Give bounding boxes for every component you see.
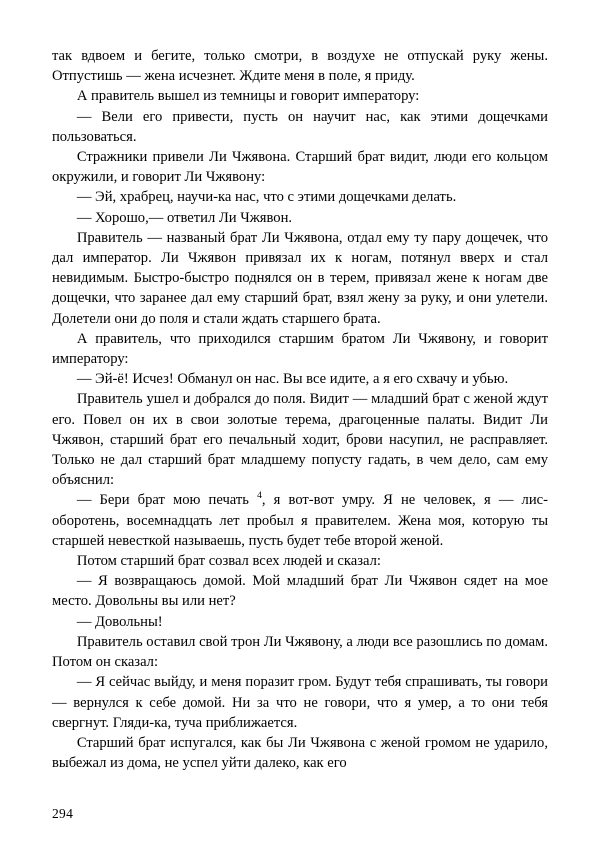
paragraph: Старший брат испугался, как бы Ли Чжявона с женой громом не ударило, выбежал из дома, не успел уйти далеко, как его — [52, 734, 548, 772]
page-body — [52, 46, 548, 773]
paragraph: — Довольны! — [76, 613, 163, 630]
paragraph: Правитель ушел и добрался до поля. Видит — младший брат с женой ждут его. Повел он их в свои золотые терема, драгоценные палаты. Видит Ли Чжявон, старший брат его печальный ходит, брови насупил, не расправляет. Только не дал старший брат младшему попусту гадать, в чем дело, сам ему объяснил: — [52, 391, 548, 489]
paragraph: Стражники привели Ли Чжявона. Старший брат видит, люди его кольцом окружили, и говорит Ли Чжявону: — [52, 149, 548, 186]
paragraph: так вдвоем и бегите, только смотри, в воздухе не отпускай руку жены. Отпустишь — жена исчезнет. Ждите меня в поле, я приду. — [52, 48, 548, 85]
paragraph: Потом старший брат созвал всех людей и сказал: — [76, 553, 381, 570]
paragraph: Правитель оставил свой трон Ли Чжявону, а люди все разошлись по домам. Потом он сказал: — [52, 633, 548, 671]
paragraph: А правитель вышел из темницы и говорит императору: — [76, 88, 420, 105]
paragraph: Правитель — названый брат Ли Чжявона, отдал ему ту пару дощечек, что дал император. Ли Чжявон привязал их к ногам, потянул вверх и стал невидимым. Быстро-быстро поднялся он в терем, привязал жене к ногам две дощечки, что заранее дал ему старший брат, взял жену за руку, и они улетели. Долетели они до поля и стали ждать старшего брата. — [52, 229, 548, 327]
paragraph: — Вели его привести, пусть он научит нас, как этими дощечками пользоваться. — [52, 108, 548, 145]
page-number: 294 — [52, 806, 74, 821]
paragraph: — Бери брат мою печать $^4$, я вот-вот умру. Я не человек, я — лис-оборотень, восемнадцать лет пробыл я правителем. Жена моя, которую ты старшей невесткой называешь, пусть будет тебе второй женой. — [52, 490, 548, 549]
paragraph: — Эй, храбрец, научи-ка нас, что с этими дощечками делать. — [76, 189, 457, 206]
paragraph: — Я сейчас выйду, и меня поразит гром. Будут тебя спрашивать, ты говори — вернулся к себе домой. Ни за что не говори, что я умер, а то они тебя свергнут. Гляди-ка, туча приближается. — [52, 674, 548, 731]
paragraph: А правитель, что приходился старшим братом Ли Чжявону, и говорит императору: — [52, 330, 548, 368]
paragraph: — Эй-ё! Исчез! Обманул он нас. Вы все идите, а я его схвачу и убью. — [76, 371, 509, 388]
paragraph: — Я возвращаюсь домой. Мой младший брат Ли Чжявон сядет на мое место. Довольны вы или нет? — [52, 573, 548, 610]
paragraph: — Хорошо,— ответил Ли Чжявон. — [76, 209, 293, 226]
